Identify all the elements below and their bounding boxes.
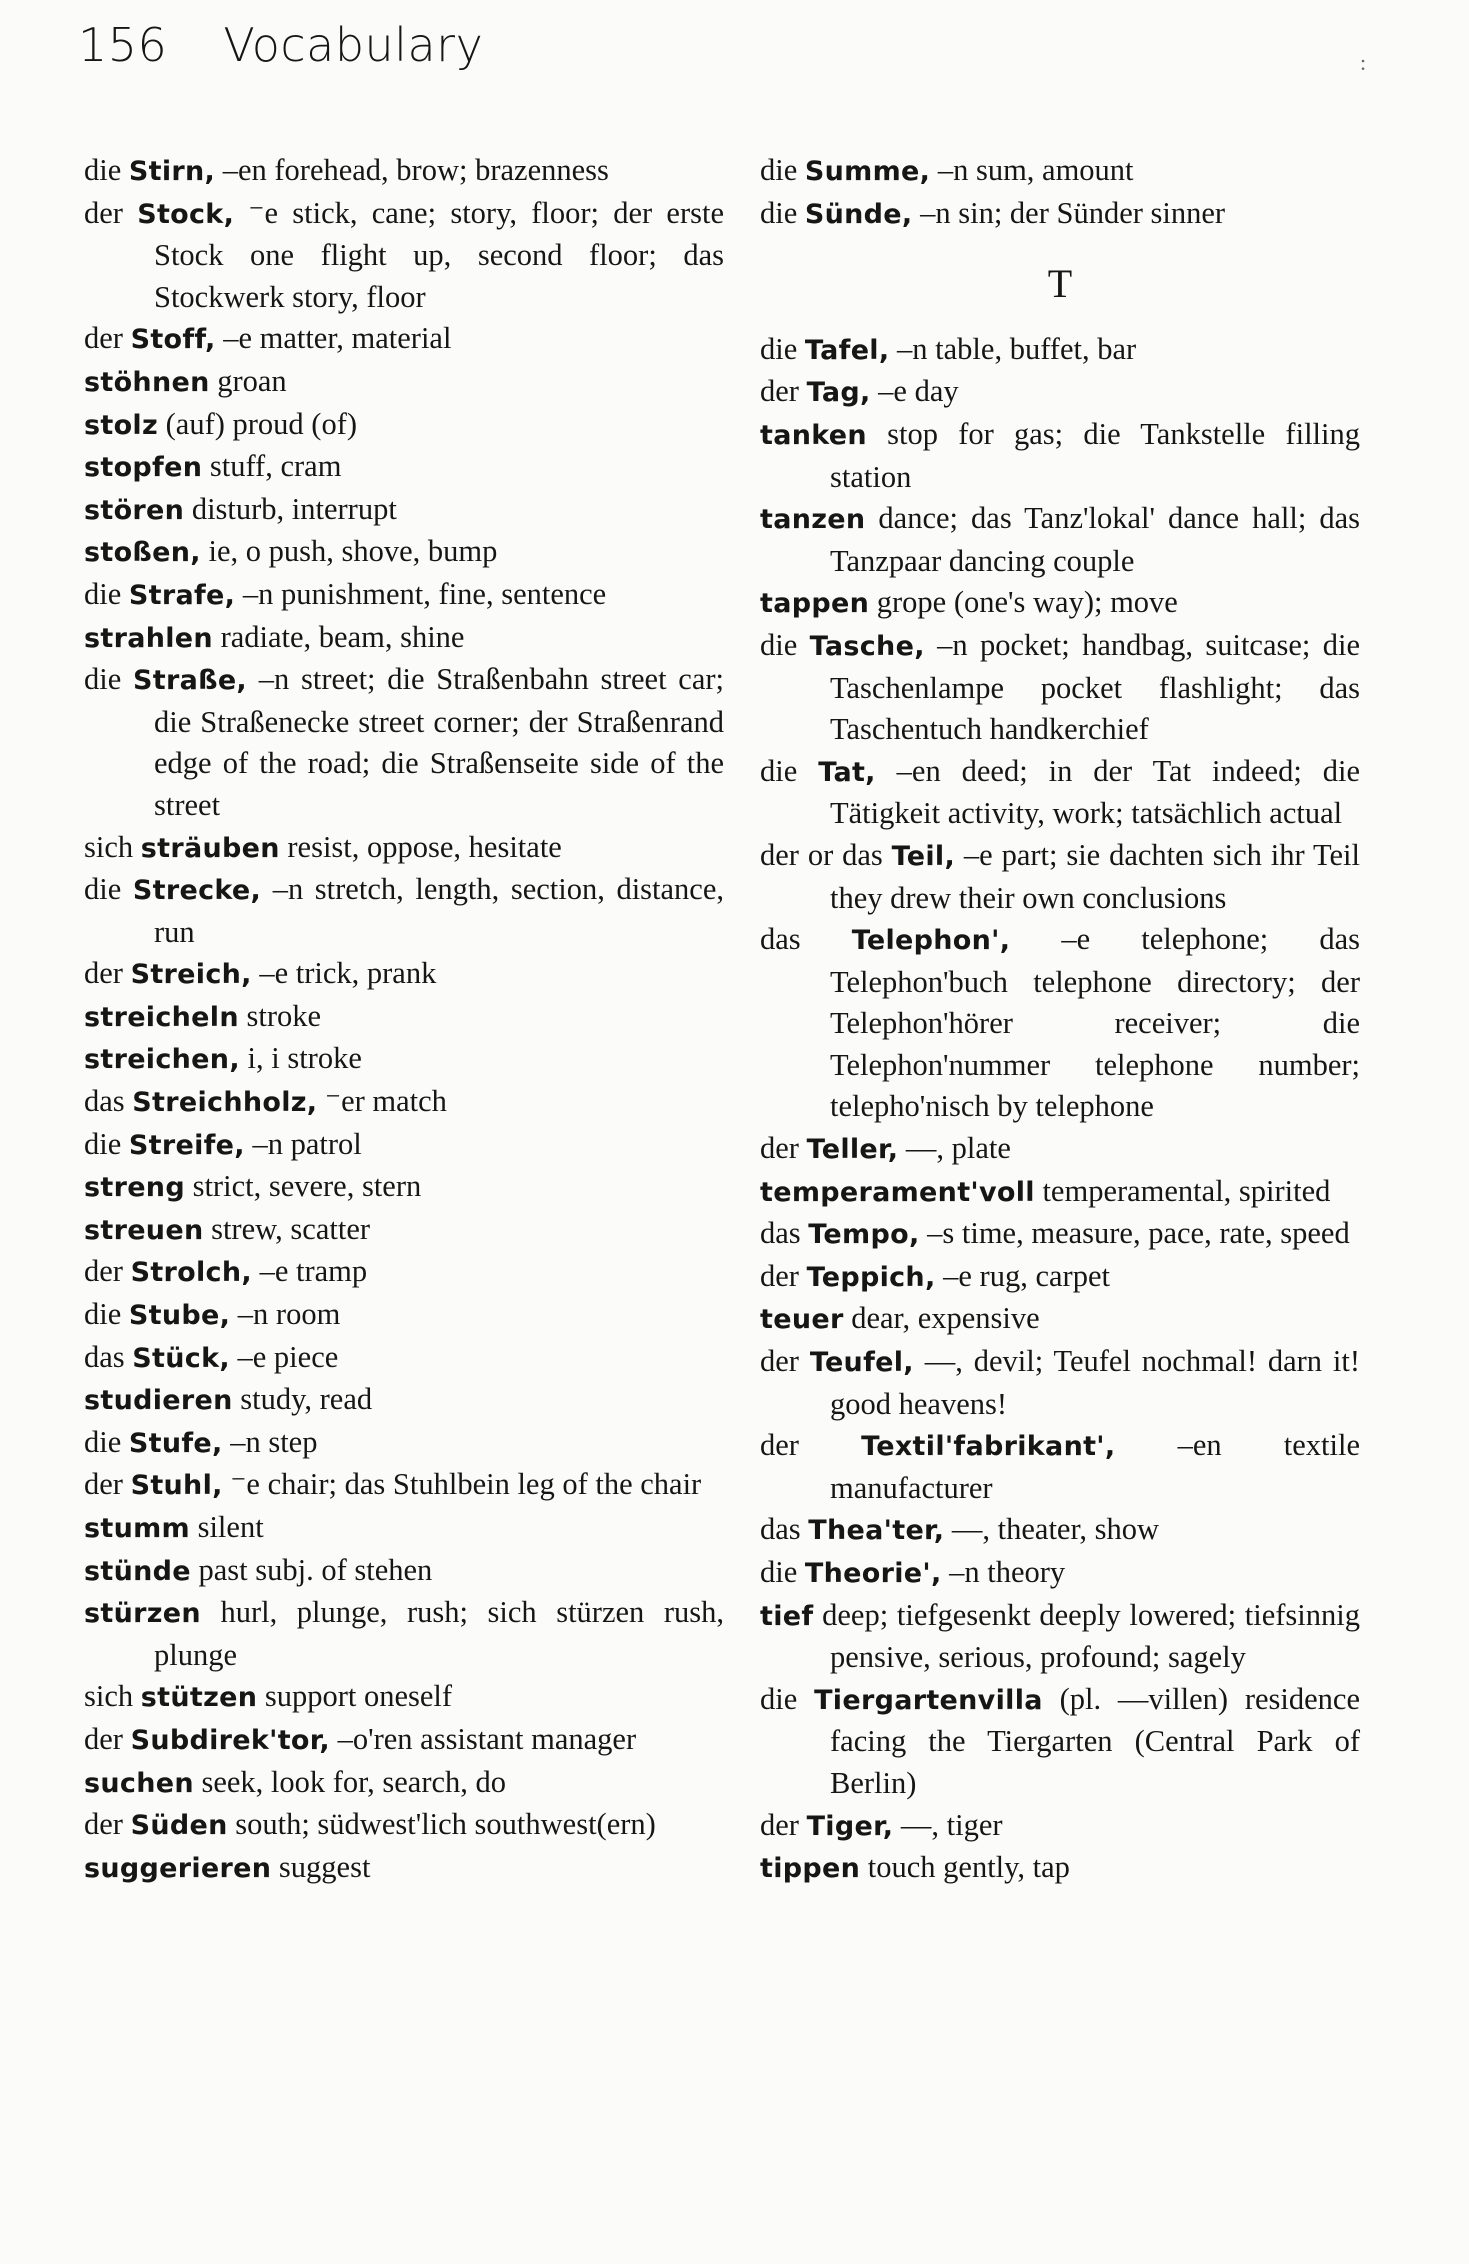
vocab-entry: tippen touch gently, tap — [760, 1850, 1070, 1885]
vocab-entry: die Tiergartenvilla (pl. —villen) residence facing the Tiergarten (Central Park of Berlin) — [760, 1681, 1360, 1800]
vocab-entry: die Stufe, –n step — [84, 1424, 318, 1459]
vocab-entry: das Tempo, –s time, measure, pace, rate, speed — [760, 1216, 1350, 1251]
right-column — [760, 150, 1360, 1890]
vocab-entry: die Straße, –n street; die Straßenbahn street car; die Straßenecke street corner; der Straßenrand edge of the road; die Straßenseite side of the street — [84, 662, 724, 822]
left-column — [84, 150, 724, 1889]
headword: Teller, — [806, 1134, 899, 1166]
vocab-entry: der Streich, –e trick, prank — [84, 956, 437, 991]
vocab-entry: die Streife, –n patrol — [84, 1126, 362, 1161]
vocab-entry: das Streichholz, ⁻er match — [84, 1084, 447, 1119]
vocab-entry: streichen, i, i stroke — [84, 1041, 362, 1076]
vocab-entry: das Thea'ter, —, theater, show — [760, 1512, 1160, 1547]
vocab-entry: suchen seek, look for, search, do — [84, 1764, 507, 1799]
vocab-entry: tappen grope (one's way); move — [760, 585, 1178, 620]
vocab-entry: das Telephon', –e telephone; das Telephon'buch telephone directory; der Telephon'hörer receiver; die Telephon'nummer telephone number; telepho'nisch by telephone — [760, 922, 1360, 1124]
headword: Süden — [130, 1810, 228, 1842]
headword: stolz — [84, 409, 158, 441]
vocab-entry: das Stück, –e piece — [84, 1339, 339, 1374]
headword: Tag, — [806, 377, 871, 409]
vocab-entry: strahlen radiate, beam, shine — [84, 619, 465, 654]
headword: Textil'fabrikant', — [861, 1431, 1116, 1463]
headword: stopfen — [84, 452, 203, 484]
headword: Stube, — [128, 1300, 231, 1332]
headword: Streife, — [128, 1129, 245, 1161]
headword: stöhnen — [84, 366, 210, 398]
vocab-entry: suggerieren suggest — [84, 1849, 371, 1884]
headword: Tasche, — [809, 630, 925, 662]
vocab-entry: die Sünde, –n sin; der Sünder sinner — [760, 195, 1226, 230]
vocab-entry: stopfen stuff, cram — [84, 449, 342, 484]
vocab-entry: der or das Teil, –e part; sie dachten sich ihr Teil they drew their own conclusions — [760, 837, 1360, 915]
vocab-entry: stolz (auf) proud (of) — [84, 406, 358, 441]
headword: Teil, — [891, 840, 956, 872]
vocab-entry: teuer dear, expensive — [760, 1301, 1040, 1336]
headword: Stück, — [132, 1342, 230, 1374]
vocab-entry: stoßen, ie, o push, shove, bump — [84, 534, 498, 569]
vocab-entry: der Tiger, —, tiger — [760, 1807, 1003, 1842]
vocab-entry: stören disturb, interrupt — [84, 491, 397, 526]
vocab-entry: stürzen hurl, plunge, rush; sich stürzen rush, plunge — [84, 1595, 724, 1672]
vocab-entry: der Subdirek'tor, –o'ren assistant manager — [84, 1721, 637, 1756]
headword: stürzen — [84, 1598, 201, 1630]
vocab-entry: tief deep; tiefgesenkt deeply lowered; tiefsinnig pensive, serious, profound; sagely — [760, 1597, 1360, 1675]
headword: Strolch, — [130, 1257, 252, 1289]
headword: Subdirek'tor, — [130, 1724, 330, 1756]
headword: Stufe, — [128, 1427, 223, 1459]
headword: Stock, — [137, 198, 235, 230]
headword: Stuhl, — [130, 1470, 223, 1502]
vocab-entry: der Stock, ⁻e stick, cane; story, floor; der erste Stock one flight up, second floor; das Stockwerk story, floor — [84, 195, 724, 314]
headword: Streichholz, — [132, 1087, 318, 1119]
vocab-entry: die Strecke, –n stretch, length, section, distance, run — [84, 872, 725, 949]
headword: Tat, — [818, 756, 876, 788]
vocab-entry: die Summe, –n sum, amount — [760, 153, 1134, 187]
page-title: Vocabulary — [223, 18, 484, 72]
vocab-entry: der Tag, –e day — [760, 374, 959, 409]
headword: Sünde, — [804, 198, 913, 230]
headword: Telephon', — [851, 925, 1011, 957]
headword: Tiger, — [806, 1810, 894, 1842]
vocab-entry: stünde past subj. of stehen — [84, 1552, 433, 1587]
headword: suggerieren — [84, 1852, 272, 1884]
headword: Straße, — [133, 665, 247, 697]
headword: tief — [760, 1600, 814, 1632]
vocab-entry: stöhnen groan — [84, 363, 287, 398]
vocab-entry: der Strolch, –e tramp — [84, 1254, 368, 1289]
headword: Tiergartenvilla — [814, 1684, 1043, 1716]
vocab-entry: studieren study, read — [84, 1382, 373, 1417]
headword: tappen — [760, 588, 870, 620]
headword: stützen — [140, 1682, 258, 1714]
vocab-entry: temperament'voll temperamental, spirited — [760, 1173, 1331, 1208]
headword: tanzen — [760, 504, 866, 536]
headword: streuen — [84, 1214, 204, 1246]
headword: Theorie', — [804, 1558, 942, 1589]
headword: Stoff, — [130, 324, 216, 356]
headword: teuer — [760, 1304, 844, 1336]
vocab-entry: der Teufel, —, devil; Teufel nochmal! darn it! good heavens! — [760, 1344, 1360, 1421]
headword: Stirn, — [128, 156, 216, 187]
vocab-entry: tanken stop for gas; die Tankstelle filling station — [760, 416, 1360, 494]
headword: Summe, — [804, 156, 931, 187]
headword: Thea'ter, — [808, 1515, 945, 1547]
vocab-entry: die Strafe, –n punishment, fine, sentence — [84, 576, 607, 611]
headword: temperament'voll — [760, 1176, 1035, 1208]
headword: strahlen — [84, 622, 213, 654]
vocab-entry: der Textil'fabrikant', –en textile manufacturer — [760, 1428, 1360, 1505]
vocab-entry: stumm silent — [84, 1510, 264, 1544]
headword: sträuben — [140, 832, 280, 864]
vocab-entry: der Stuhl, ⁻e chair; das Stuhlbein leg of the chair — [84, 1467, 702, 1502]
vocab-entry: der Stoff, –e matter, material — [84, 321, 452, 356]
vocab-entry: sich sträuben resist, oppose, hesitate — [84, 829, 562, 864]
vocab-entry: der Süden south; südwest'lich southwest(ern) — [84, 1807, 656, 1842]
vocab-entry: die Tat, –en deed; in der Tat indeed; die Tätigkeit activity, work; tatsächlich actual — [760, 753, 1361, 831]
headword: streng — [84, 1172, 185, 1204]
vocab-entry: die Tafel, –n table, buffet, bar — [760, 331, 1137, 366]
vocab-entry: die Stirn, –en forehead, brow; brazenness — [84, 153, 609, 187]
headword: streichen, — [84, 1044, 240, 1076]
headword: Teppich, — [806, 1261, 936, 1293]
headword: Tafel, — [804, 334, 890, 366]
headword: Strecke, — [132, 875, 262, 907]
vocab-entry: der Teller, —, plate — [760, 1131, 1011, 1166]
headword: Streich, — [130, 959, 252, 991]
headword: Teufel, — [809, 1347, 914, 1379]
headword: studieren — [84, 1385, 233, 1417]
section-letter-heading: T — [1047, 261, 1073, 307]
headword: Strafe, — [128, 579, 236, 611]
vocab-entry: streicheln stroke — [84, 998, 322, 1033]
headword: tanken — [760, 419, 867, 451]
headword: stoßen, — [84, 537, 201, 569]
vocab-entry: der Teppich, –e rug, carpet — [760, 1258, 1110, 1293]
headword: stören — [84, 494, 185, 526]
vocab-entry: die Theorie', –n theory — [760, 1555, 1066, 1589]
vocab-entry: streuen strew, scatter — [84, 1211, 371, 1246]
page-header — [78, 18, 483, 72]
headword: Tempo, — [808, 1219, 920, 1251]
vocab-entry: die Stube, –n room — [84, 1297, 341, 1332]
headword: suchen — [84, 1767, 194, 1799]
headword: streicheln — [84, 1001, 239, 1033]
vocab-entry: die Tasche, –n pocket; handbag, suitcase; die Taschenlampe pocket flashlight; das Taschentuch handkerchief — [760, 627, 1361, 747]
headword: tippen — [760, 1853, 861, 1885]
vocab-entry: streng strict, severe, stern — [84, 1169, 422, 1204]
page-number: 156 — [78, 18, 168, 72]
headword: stumm — [84, 1513, 190, 1544]
vocab-entry: tanzen dance; das Tanz'lokal' dance hall; das Tanzpaar dancing couple — [760, 501, 1360, 578]
vocab-entry: sich stützen support oneself — [84, 1679, 453, 1714]
margin-mark: : — [1360, 50, 1367, 75]
headword: stünde — [84, 1555, 191, 1587]
